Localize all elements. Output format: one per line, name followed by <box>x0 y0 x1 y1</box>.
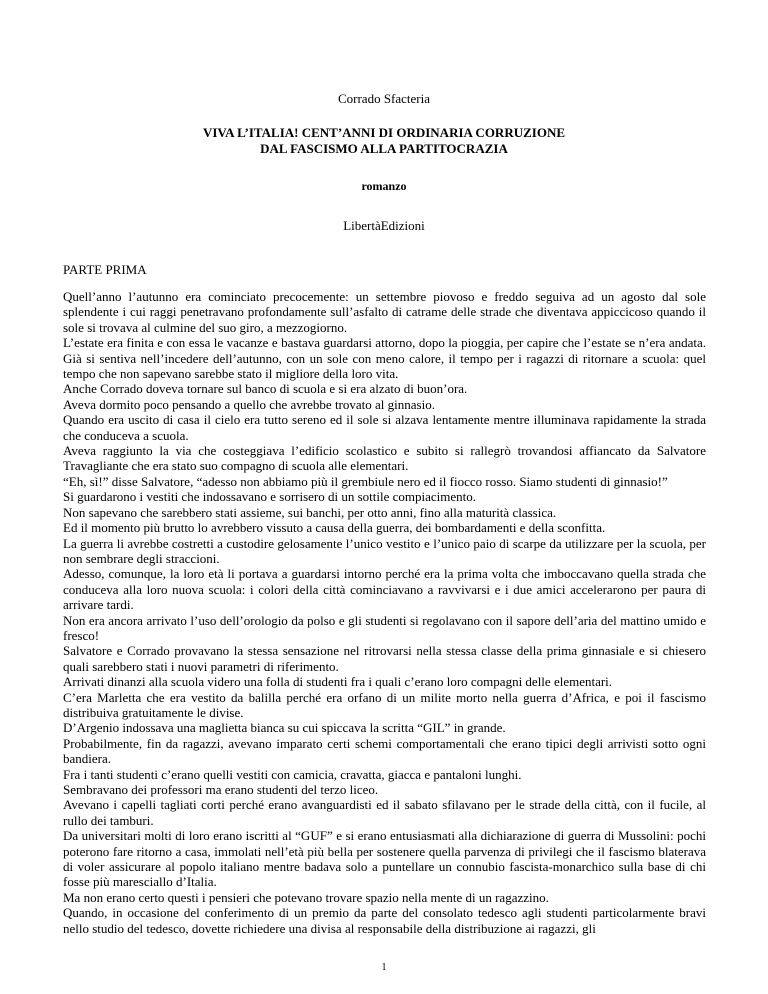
paragraph: Arrivati dinanzi alla scuola videro una folla di studenti fra i quali c’erano loro compagni delle elementari. <box>63 674 613 690</box>
paragraph: Quando era uscito di casa il cielo era tutto sereno ed il sole si alzava lentamente mentre illuminava rapidamente la strada che conduceva a scuola. <box>63 412 706 443</box>
publisher-name: LibertàEdizioni <box>343 218 425 233</box>
paragraph: Quell’anno l’autunno era cominciato precocemente: un settembre piovoso e freddo seguiva ad un agosto dal sole splendente i cui raggi penetravano profondamente sull’asfalto di catrame delle strade che diventava appiccicoso quando il sole si trovava al culmine del suo giro, a mezzogiorno. <box>63 289 706 335</box>
title-line-2: DAL FASCISMO ALLA PARTITOCRAZIA <box>260 140 508 156</box>
title-line-1: VIVA L’ITALIA! CENT’ANNI DI ORDINARIA CORRUZIONE <box>202 125 565 140</box>
paragraph: Ed il momento più brutto lo avrebbero vissuto a causa della guerra, dei bombardamenti e della sconfitta. <box>63 520 606 536</box>
body-text <box>63 289 706 936</box>
paragraph: Aveva dormito poco pensando a quello che avrebbe trovato al ginnasio. <box>63 396 435 412</box>
page-number: 1 <box>381 962 387 973</box>
paragraph: Quando, in occasione del conferimento di un premio da parte del consolato tedesco agli studenti particolarmente bravi nello studio del tedesco, dovette richiedere una divisa al responsabile della distribuzione ai ragazzi, gli <box>63 905 706 936</box>
paragraph: Anche Corrado doveva tornare sul banco di scuola e si era alzato di buon’ora. <box>63 381 468 397</box>
part-heading: PARTE PRIMA <box>63 262 147 277</box>
paragraph: Aveva raggiunto la via che costeggiava l’edificio scolastico e subito si rallegrò trovandosi affiancato da Salvatore Travagliante che era stato suo compagno di scuola alle elementari. <box>63 443 706 474</box>
paragraph: Adesso, comunque, la loro età li portava a guardarsi intorno perché era la prima volta che imboccavano quella strada che conduceva alla loro nuova scuola: i colori della città cominciavano a ravvivarsi e i due amici accelerarono per paura di arrivare tardi. <box>63 566 706 613</box>
paragraph: Non era ancora arrivato l’uso dell’orologio da polso e gli studenti si regolavano con il sapore dell’aria del mattino umido e fresco! <box>63 612 706 643</box>
author-name: Corrado Sfacteria <box>337 91 431 106</box>
paragraph: D’Argenio indossava una maglietta bianca su cui spiccava la scritta “GIL” in grande. <box>63 720 506 736</box>
genre-label: romanzo <box>361 179 407 193</box>
paragraph: Da universitari molti di loro erano iscritti al “GUF” e si erano entusiasmati alla dichiarazione di guerra di Mussolini: pochi poterono fare ritorno a casa, immolati nell’età più bella per sostenere quella parvenza di privilegi che il fascismo blaterava di voler assicurare al popolo italiano mentre badava solo a puntellare un connubio fascista-monarchico sulla base di chi fosse più maresciallo d’Italia. <box>63 828 706 890</box>
paragraph: C’era Marletta che era vestito da balilla perché era orfano di un milite morto nella guerra d’Africa, e poi il fascismo distribuiva gratuitamente le divise. <box>63 689 706 720</box>
paragraph: Salvatore e Corrado provavano la stessa sensazione nel ritrovarsi nella stessa classe della prima ginnasiale e si chiesero quali sarebbero stati i nuovi parametri di riferimento. <box>63 643 706 674</box>
paragraph: Avevano i capelli tagliati corti perché erano avanguardisti ed il sabato sfilavano per le strade della città, con il fucile, al rullo dei tamburi. <box>63 797 706 828</box>
paragraph: Ma non erano certo questi i pensieri che potevano trovare spazio nella mente di un ragazzino. <box>63 889 549 905</box>
paragraph: Fra i tanti studenti c’erano quelli vestiti con camicia, cravatta, giacca e pantaloni lunghi. <box>63 766 522 782</box>
book-title <box>0 125 768 156</box>
paragraph: La guerra li avrebbe costretti a custodire gelosamente l’unico vestito e l’unico paio di scarpe da utilizzare per la scuola, per non sembrare degli straccioni. <box>63 535 706 566</box>
paragraph: “Eh, sì!” disse Salvatore, “adesso non abbiamo più il grembiule nero ed il fiocco rosso. Siamo studenti di ginnasio!” <box>63 473 668 489</box>
paragraph: Si guardarono i vestiti che indossavano e sorrisero di un sottile compiacimento. <box>63 489 477 505</box>
paragraph: Non sapevano che sarebbero stati assieme, sui banchi, per otto anni, fino alla maturità classica. <box>63 504 557 520</box>
paragraph: Sembravano dei professori ma erano studenti del terzo liceo. <box>63 782 379 797</box>
paragraph: Probabilmente, fin da ragazzi, avevano imparato certi schemi comportamentali che erano tipici degli arrivisti sotto ogni bandiera. <box>63 735 706 767</box>
paragraph: L’estate era finita e con essa le vacanze e bastava guardarsi attorno, dopo la pioggia, per capire che l’estate se n’era andata. Già si sentiva nell’incedere dell’autunno, con un sole con meno calore, il tempo per i ragazzi di ritornare a scuola: quel tempo che non sapevano sarebbe stato il migliore della loro vita. <box>63 335 706 382</box>
